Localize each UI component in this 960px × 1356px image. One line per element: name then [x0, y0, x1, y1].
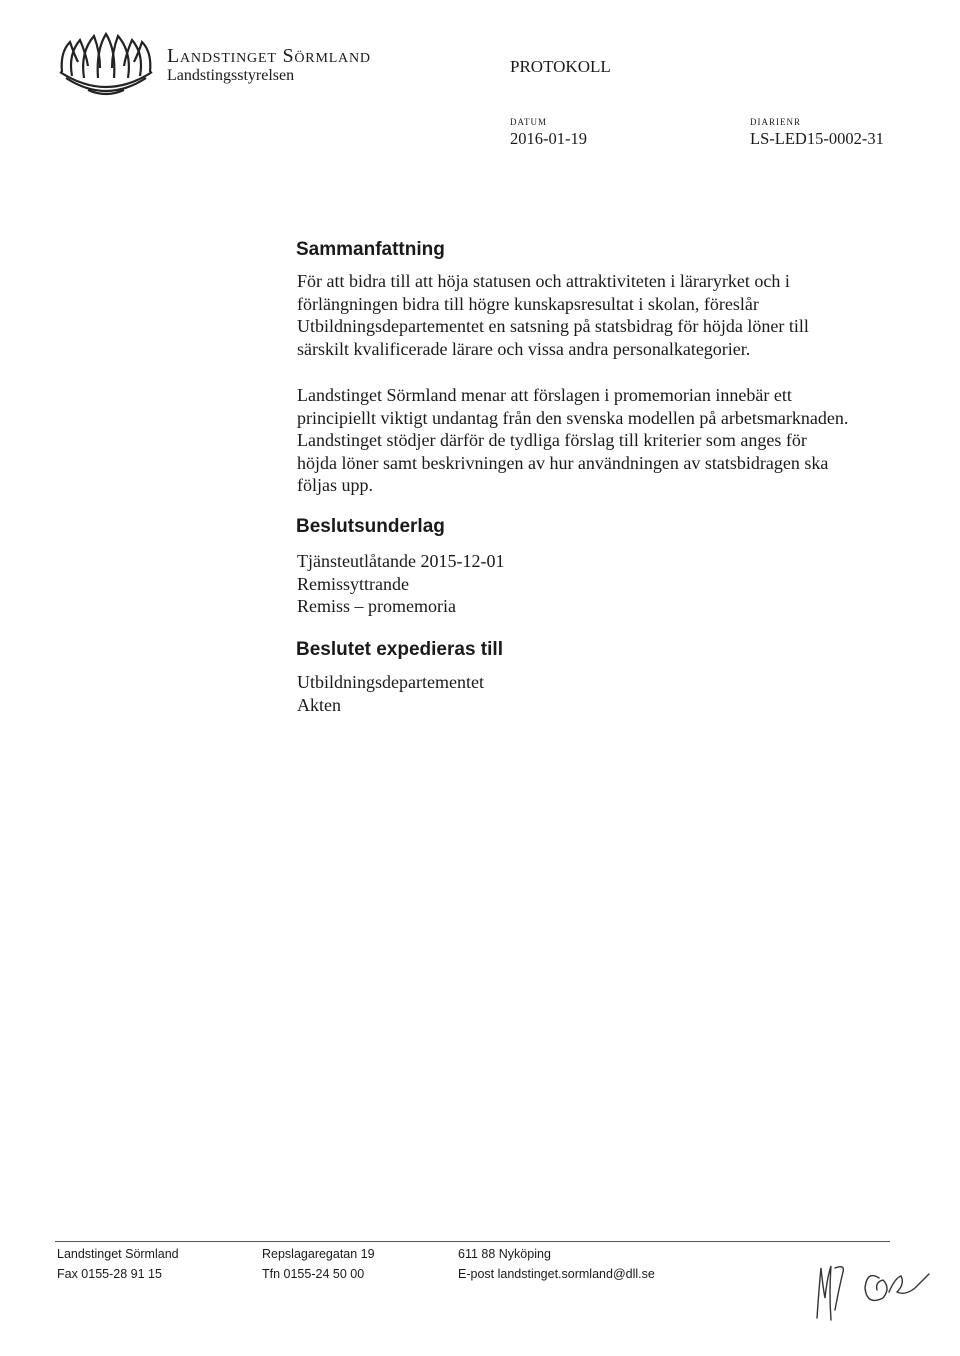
document-type: PROTOKOLL	[510, 57, 611, 76]
date-label: DATUM	[510, 117, 548, 127]
footer-divider	[55, 1241, 890, 1242]
text-line: höjda löner samt beskrivningen av hur användningen av statsbidragen ska	[297, 452, 829, 473]
dispatch-heading: Beslutet expedieras till	[296, 639, 503, 660]
text-line: följas upp.	[297, 475, 373, 495]
org-name: Landstinget Sörmland	[167, 45, 371, 67]
list-item: Tjänsteutlåtande 2015-12-01	[297, 551, 505, 571]
list-item: Utbildningsdepartementet	[297, 672, 484, 692]
text-line: förlängningen bidra till högre kunskapsresultat i skolan, föreslår	[297, 293, 759, 314]
list-item: Remissyttrande	[297, 573, 409, 594]
footer-email: E-post landstinget.sormland@dll.se	[458, 1267, 655, 1281]
registration-number: LS-LED15-0002-31	[750, 129, 884, 148]
summary-paragraph-2	[297, 384, 897, 497]
crown-logo-icon	[58, 32, 154, 96]
text-line: För att bidra till att höja statusen och attraktiviteten i läraryrket och i	[297, 271, 790, 291]
footer-postal: 611 88 Nyköping	[458, 1247, 551, 1261]
dispatch-list	[297, 671, 897, 716]
summary-paragraph-1	[297, 270, 897, 360]
text-line: Landstinget Sörmland menar att förslagen i promemorian innebär ett	[297, 385, 792, 405]
footer-org: Landstinget Sörmland	[57, 1247, 179, 1261]
basis-list	[297, 550, 897, 618]
footer-phone: Tfn 0155-24 50 00	[262, 1267, 365, 1281]
summary-heading: Sammanfattning	[296, 239, 445, 260]
org-subtitle: Landstingsstyrelsen	[167, 67, 295, 84]
text-line: särskilt kvalificerade lärare och vissa andra personalkategorier.	[297, 338, 751, 359]
registration-label: DIARIENR	[750, 117, 801, 127]
footer-fax: Fax 0155-28 91 15	[57, 1267, 162, 1281]
handwritten-initials	[805, 1248, 935, 1328]
date-value: 2016-01-19	[510, 129, 587, 148]
text-line: Utbildningsdepartementet en satsning på statsbidrag för höjda löner till	[297, 316, 809, 336]
list-item: Akten	[297, 694, 341, 715]
text-line: Landstinget stödjer därför de tydliga förslag till kriterier som anges för	[297, 430, 807, 450]
basis-heading: Beslutsunderlag	[296, 516, 445, 537]
footer-street: Repslagaregatan 19	[262, 1247, 375, 1261]
list-item: Remiss – promemoria	[297, 596, 456, 616]
text-line: principiellt viktigt undantag från den svenska modellen på arbetsmarknaden.	[297, 407, 849, 428]
